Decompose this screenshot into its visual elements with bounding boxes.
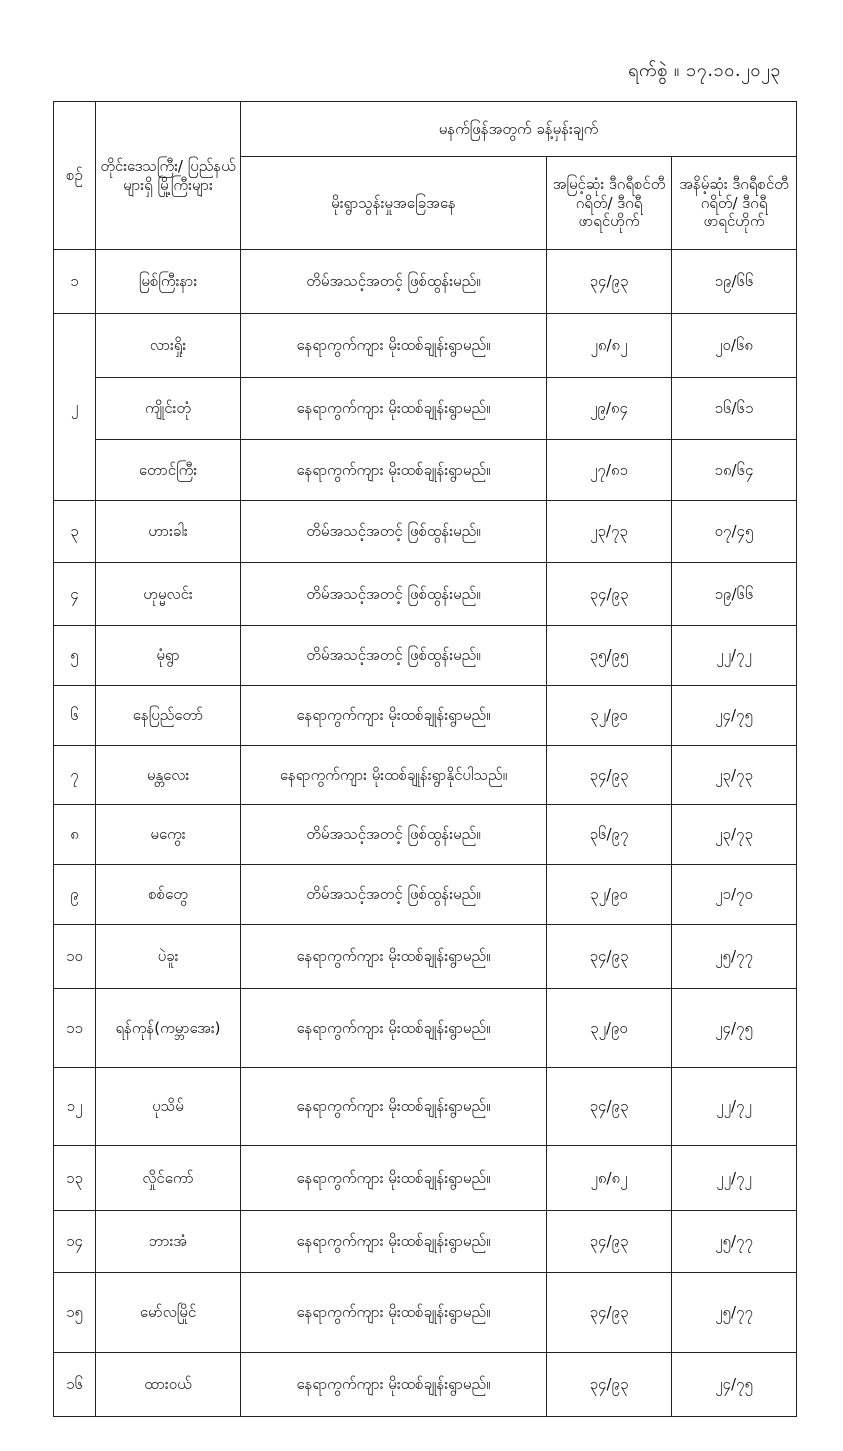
condition-cell: နေရာကွက်ကျား မိုးထစ်ချုန်းရွာမည်။ [241, 1353, 547, 1417]
max-temp-cell: ၃၄/၉၃ [547, 1353, 672, 1417]
city-cell: ထားဝယ် [96, 1353, 241, 1417]
weather-forecast-table [53, 101, 797, 1417]
max-temp-cell: ၂၉/၈၄ [547, 378, 672, 440]
city-cell: ပုသိမ် [96, 1068, 241, 1146]
max-temp-cell: ၃၄/၉၃ [547, 250, 672, 314]
table-row [54, 563, 797, 626]
condition-cell: နေရာကွက်ကျား မိုးထစ်ချုန်းရွာမည်။ [241, 989, 547, 1068]
condition-cell: တိမ်အသင့်အတင့် ဖြစ်ထွန်းမည်။ [241, 501, 547, 563]
header-min-temp: အနိမ့်ဆုံး ဒီဂရီစင်တီဂရိတ်/ ဒီဂရီဖာရင်ဟိုက် [672, 157, 797, 250]
min-temp-cell: ၂၄/၇၅ [672, 686, 797, 746]
table-row [54, 989, 797, 1068]
max-temp-cell: ၂၃/၇၃ [547, 501, 672, 563]
date-label: ရက်စွဲ ။ [628, 60, 680, 81]
table-row [54, 805, 797, 865]
serial-cell: ၆ [54, 686, 96, 746]
header-condition: မိုးရွာသွန်းမှုအခြေအနေ [241, 157, 547, 250]
serial-cell: ၈ [54, 805, 96, 865]
serial-cell: ၁၂ [54, 1068, 96, 1146]
city-cell: စစ်တွေ [96, 865, 241, 925]
city-cell: မော်လမြိုင် [96, 1273, 241, 1353]
condition-cell: နေရာကွက်ကျား မိုးထစ်ချုန်းရွာနိုင်ပါသည်။ [241, 746, 547, 805]
header-serial: စဉ် [54, 102, 96, 250]
max-temp-cell: ၃၂/၉၀ [547, 989, 672, 1068]
max-temp-cell: ၃၄/၉၃ [547, 746, 672, 805]
condition-cell: နေရာကွက်ကျား မိုးထစ်ချုန်းရွာမည်။ [241, 686, 547, 746]
table-row [54, 1146, 797, 1211]
max-temp-cell: ၃၄/၉၃ [547, 563, 672, 626]
table-row [54, 865, 797, 925]
header-forecast: မနက်ဖြန်အတွက် ခန့်မှန်းချက် [241, 102, 797, 157]
serial-cell: ၁၆ [54, 1353, 96, 1417]
min-temp-cell: ၂၅/၇၇ [672, 925, 797, 989]
table-row [54, 440, 797, 501]
min-temp-cell: ၁၉/၆၆ [672, 250, 797, 314]
table-row [54, 1211, 797, 1273]
city-cell: မုံရွာ [96, 626, 241, 686]
condition-cell: နေရာကွက်ကျား မိုးထစ်ချုန်းရွာမည်။ [241, 1211, 547, 1273]
city-cell: တောင်ကြီး [96, 440, 241, 501]
header-max-temp: အမြင့်ဆုံး ဒီဂရီစင်တီဂရိတ်/ ဒီဂရီဖာရင်ဟိုက် [547, 157, 672, 250]
table-row [54, 250, 797, 314]
max-temp-cell: ၃၄/၉၃ [547, 1211, 672, 1273]
document-date [628, 58, 781, 85]
table-row [54, 501, 797, 563]
min-temp-cell: ၂၅/၇၇ [672, 1273, 797, 1353]
table-row [54, 1353, 797, 1417]
max-temp-cell: ၃၅/၉၅ [547, 626, 672, 686]
serial-cell: ၉ [54, 865, 96, 925]
serial-cell: ၁၅ [54, 1273, 96, 1353]
min-temp-cell: ၂၂/၇၂ [672, 1068, 797, 1146]
city-cell: လားရှိုး [96, 314, 241, 378]
serial-cell: ၂ [54, 314, 96, 501]
min-temp-cell: ၂၀/၆၈ [672, 314, 797, 378]
header-region: တိုင်းဒေသကြီး/ ပြည်နယ်များရှိ မြို့ကြီးများ [96, 102, 241, 250]
city-cell: မန္တလေး [96, 746, 241, 805]
serial-cell: ၁၄ [54, 1211, 96, 1273]
min-temp-cell: ၁၉/၆၆ [672, 563, 797, 626]
serial-cell: ၄ [54, 563, 96, 626]
serial-cell: ၁၃ [54, 1146, 96, 1211]
city-cell: ပဲခူး [96, 925, 241, 989]
min-temp-cell: ၂၁/၇၀ [672, 865, 797, 925]
table-row [54, 686, 797, 746]
min-temp-cell: ၂၄/၇၅ [672, 989, 797, 1068]
condition-cell: နေရာကွက်ကျား မိုးထစ်ချုန်းရွာမည်။ [241, 1273, 547, 1353]
serial-cell: ၁၀ [54, 925, 96, 989]
city-cell: ဟားခါး [96, 501, 241, 563]
serial-cell: ၇ [54, 746, 96, 805]
table-row [54, 1068, 797, 1146]
condition-cell: တိမ်အသင့်အတင့် ဖြစ်ထွန်းမည်။ [241, 626, 547, 686]
min-temp-cell: ၀၇/၄၅ [672, 501, 797, 563]
city-cell: ရန်ကုန်(ကမ္ဘာအေး) [96, 989, 241, 1068]
max-temp-cell: ၃၄/၉၃ [547, 925, 672, 989]
max-temp-cell: ၃၂/၉၀ [547, 865, 672, 925]
city-cell: မကွေး [96, 805, 241, 865]
city-cell: ဘားအံ [96, 1211, 241, 1273]
city-cell: ကျိုင်းတုံ [96, 378, 241, 440]
serial-cell: ၁ [54, 250, 96, 314]
condition-cell: နေရာကွက်ကျား မိုးထစ်ချုန်းရွာမည်။ [241, 378, 547, 440]
max-temp-cell: ၃၄/၉၃ [547, 1273, 672, 1353]
date-value: ၁၇.၁၀.၂၀၂၃ [686, 60, 781, 81]
city-cell: ဟုမ္မလင်း [96, 563, 241, 626]
min-temp-cell: ၁၆/၆၁ [672, 378, 797, 440]
city-cell: လှိုင်ကော် [96, 1146, 241, 1211]
min-temp-cell: ၂၃/၇၃ [672, 805, 797, 865]
city-cell: နေပြည်တော် [96, 686, 241, 746]
table-row [54, 1273, 797, 1353]
max-temp-cell: ၃၂/၉၀ [547, 686, 672, 746]
min-temp-cell: ၂၂/၇၂ [672, 626, 797, 686]
max-temp-cell: ၃၄/၉၃ [547, 1068, 672, 1146]
table-row [54, 378, 797, 440]
min-temp-cell: ၁၈/၆၄ [672, 440, 797, 501]
serial-cell: ၅ [54, 626, 96, 686]
max-temp-cell: ၃၆/၉၇ [547, 805, 672, 865]
min-temp-cell: ၂၄/၇၅ [672, 1353, 797, 1417]
city-cell: မြစ်ကြီးနား [96, 250, 241, 314]
condition-cell: တိမ်အသင့်အတင့် ဖြစ်ထွန်းမည်။ [241, 563, 547, 626]
max-temp-cell: ၂၈/၈၂ [547, 314, 672, 378]
condition-cell: နေရာကွက်ကျား မိုးထစ်ချုန်းရွာမည်။ [241, 1068, 547, 1146]
condition-cell: တိမ်အသင့်အတင့် ဖြစ်ထွန်းမည်။ [241, 250, 547, 314]
condition-cell: တိမ်အသင့်အတင့် ဖြစ်ထွန်းမည်။ [241, 805, 547, 865]
serial-cell: ၃ [54, 501, 96, 563]
max-temp-cell: ၂၇/၈၁ [547, 440, 672, 501]
condition-cell: နေရာကွက်ကျား မိုးထစ်ချုန်းရွာမည်။ [241, 440, 547, 501]
min-temp-cell: ၂၂/၇၂ [672, 1146, 797, 1211]
table-row [54, 746, 797, 805]
table-row [54, 925, 797, 989]
condition-cell: နေရာကွက်ကျား မိုးထစ်ချုန်းရွာမည်။ [241, 1146, 547, 1211]
max-temp-cell: ၂၈/၈၂ [547, 1146, 672, 1211]
condition-cell: နေရာကွက်ကျား မိုးထစ်ချုန်းရွာမည်။ [241, 925, 547, 989]
condition-cell: နေရာကွက်ကျား မိုးထစ်ချုန်းရွာမည်။ [241, 314, 547, 378]
min-temp-cell: ၂၅/၇၇ [672, 1211, 797, 1273]
table-row [54, 314, 797, 378]
table-row [54, 626, 797, 686]
min-temp-cell: ၂၃/၇၃ [672, 746, 797, 805]
condition-cell: တိမ်အသင့်အတင့် ဖြစ်ထွန်းမည်။ [241, 865, 547, 925]
serial-cell: ၁၁ [54, 989, 96, 1068]
